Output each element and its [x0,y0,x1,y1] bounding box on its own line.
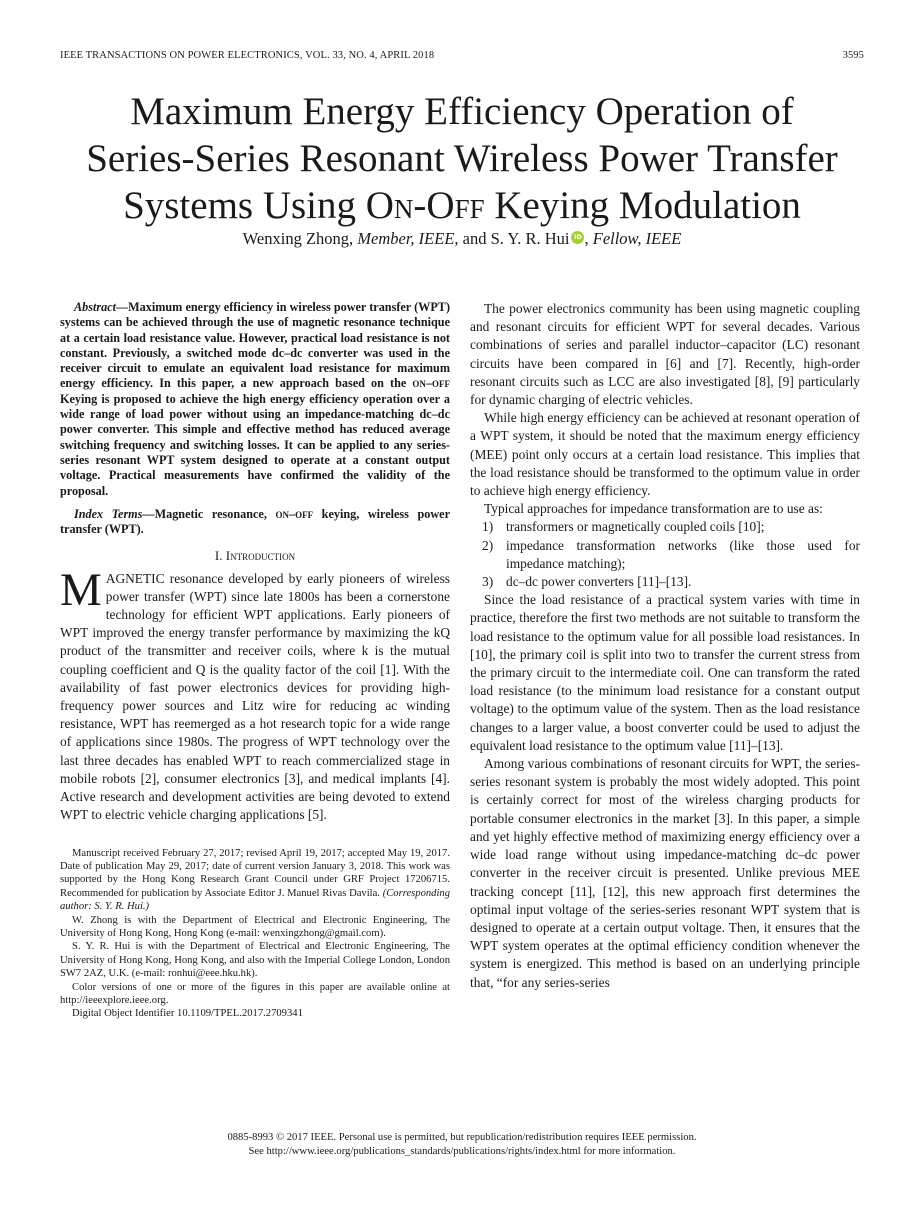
footnote-color: Color versions of one or more of the figures in this paper are available online at http://ieeexplore.ieee.org. [60,981,450,1006]
intro-paragraph [60,563,450,825]
list-item [470,537,860,573]
abstract [60,300,450,499]
section-heading [60,547,450,565]
author-line: Wenxing Zhong, Member, IEEE, and S. Y. R. Hui iD , Fellow, IEEE [242,229,682,248]
list-item-number: 1) [482,519,494,535]
title-line-3-pre: Systems Using [123,184,366,227]
copyright-footer [60,1131,864,1158]
index-terms [60,507,450,538]
orcid-icon[interactable]: iD [571,231,584,244]
list-item [470,518,860,536]
body-paragraph-4: Since the load resistance of a practical system varies with time in practice, therefore the first two methods are not suitable to transform the load resistance to the optimum value for all possible load resistances. In [10], the primary coil is split into two to transfer the current stress from the primary circuit to the intermediate coil. One can transform the rated load resistance (to the minimum load resistance for a constant output voltage) to the optimum value of the system. Then as the load resistance changes to a larger value, a boost converter could be used to adjust the equivalent load resistance to the optimum value [11]–[13]. [470,592,860,753]
title-line-2: Series-Series Resonant Wireless Power Transfer [86,137,838,180]
body-paragraph-3: Typical approaches for impedance transformation are to use as: [484,501,823,517]
rights-link-line[interactable]: See http://www.ieee.org/publications_standards/publications/rights/index.html for more information. [248,1145,676,1157]
abstract-text-a: Maximum energy efficiency in wireless power transfer (WPT) systems can be achieved through the use of magnetic resonance technique at a certain load resistance value. However, practical load resistance is not constant. Previously, a switched mode dc–dc converter was used in the receiver circuit to emulate an equivalent load resistance for maximum energy efficiency. In this paper, a new approach based on the [60,300,450,391]
title-line-1: Maximum Energy Efficiency Operation of [130,90,794,133]
abstract-label: Abstract— [74,300,129,314]
footnote-author-1: W. Zhong is with the Department of Electrical and Electronic Engineering, The University of Hong Kong, Hong Kong (e-mail: wenxingzhong@gmail.com). [60,914,450,939]
body-paragraph-5: Among various combinations of resonant circuits for WPT, the series-series resonant system is probably the most widely adopted. This point is certainly correct for most of the wireless charging products for portable consumer electronics in the market [3]. In this paper, a simple and yet highly effective method of maximizing energy efficiency over a wide load range without using impedance-matching dc–dc power converter in the receiver circuit is presented. Unlike previous MEE tracking concept [11], [12], this new approach first determines the optimal input voltage of the series-series resonant WPT system that is designed to operate at a certain output voltage. Then, it ensures that the WPT system operates at the optimal efficiency condition whenever the system is energized. This method is based on an underlying principle that, “for any series-series [470,756,860,990]
footnote-manuscript-text: Manuscript received February 27, 2017; revised April 19, 2017; accepted May 19, 2017. Date of publication May 29, 2017; date of current version January 3, 2018. This work was supported by the Hong Kong Research Grant Council under GRF Project 17206715. Recommended for publication by Associate Editor J. Manuel Rivas Davila. [60,847,450,899]
index-terms-text-b: keying, wireless power transfer (WPT). [60,506,450,537]
author-1: Wenxing Zhong [242,229,350,248]
author-conj: and S. Y. R. Hui [462,229,570,248]
list-item-number: 3) [482,574,494,590]
abstract-keying: on–off [412,376,450,391]
list-item-text: transformers or magnetically coupled coils [10]; [506,519,765,535]
section-title: Introduction [225,548,296,564]
abstract-text-b: Keying is proposed to achieve the high energy efficiency operation over a wide range of load power without using an impedance-matching dc–dc power converter. This simple and effective method has reduced average switching frequency and switching losses. It can be applied to any series-series resonant WPT system designed to operate at a constant output voltage. Practical measurements have confirmed the validity of the proposal. [60,391,450,498]
footnote-author-2: S. Y. R. Hui is with the Department of Electrical and Electronic Engineering, The University of Hong Kong, Hong Kong, and also with the Imperial College London, London SW7 2AZ, U.K. (e-mail: ronhui@eee.hku.hk). [60,941,450,980]
paper-title [60,88,864,229]
index-terms-text-a: Magnetic resonance, [154,506,276,521]
corresponding-author: (Corresponding author: S. Y. R. Hui.) [60,887,450,913]
author-1-role: Member, IEEE [357,229,455,248]
journal-info: IEEE TRANSACTIONS ON POWER ELECTRONICS, VOL. 33, NO. 4, APRIL 2018 [60,50,435,61]
title-line-3 [60,182,864,229]
list-item-number: 2) [482,537,494,553]
footnote-doi: Digital Object Identifier 10.1109/TPEL.2017.2709341 [72,1008,303,1020]
index-terms-keying: on–off [275,506,314,521]
list-item-text: dc–dc power converters [11]–[13]. [506,574,692,590]
drop-cap: M [60,563,102,616]
left-column [60,300,450,1021]
body-paragraph-1: The power electronics community has been using magnetic coupling and resonant circuits for efficient WPT for several decades. Various combinations of series and parallel inductor–capacitor (LC) resonant circuits have been compared in [6] and [7]. Recently, high-order resonant circuits such as LCC are also investigated [8], [9] particularly for dynamic charging of electric vehicles. [470,301,860,408]
list-item [470,573,860,591]
section-number: I. [214,548,226,564]
footnote-manuscript [60,847,450,914]
title-keying: On-Off [365,184,485,227]
running-head [60,50,864,64]
approach-list [470,518,860,591]
intro-text: AGNETIC resonance developed by early pioneers of wireless power transfer (WPT) since late 1800s has been a cornerstone technology for efficient WPT applications. Early pioneers of WPT improved the energy transfer performance by maximizing the kQ product of the transmitter and receiver coils, where k is the mutual coupling coefficient and Q is the quality factor of the coil [1]. With the availability of fast power electronics devices for providing high-frequency power sources and Litz wire for reducing ac winding resistance, WPT has reemerged as a hot research topic for a wide range of applications since 1980s. The progress of WPT technology over the last three decades has enabled WPT to reach commercialized stage in mobile robots [2], consumer electronics [3], and medical implants [4]. Active research and development activities are being devoted to extend WPT to electric vehicle charging applications [5]. [60,570,450,823]
title-line-3-post: Keying Modulation [484,184,801,227]
footnotes [60,847,450,1021]
copyright-line: 0885-8993 © 2017 IEEE. Personal use is permitted, but republication/redistribution requires IEEE permission. [227,1132,697,1143]
index-terms-label: Index Terms— [74,506,155,521]
page-number: 3595 [842,50,864,61]
right-column [470,300,860,992]
list-item-text: impedance transformation networks (like those used for impedance matching); [506,537,860,571]
author-2-role: Fellow, IEEE [592,229,682,248]
body-paragraph-2: While high energy efficiency can be achieved at resonant operation of a WPT system, it should be noted that the maximum energy efficiency (MEE) point only occurs at a certain load resistance. This implies that the load resistance should be transformed to the optimum value in order to achieve high energy efficiency. [470,410,860,499]
